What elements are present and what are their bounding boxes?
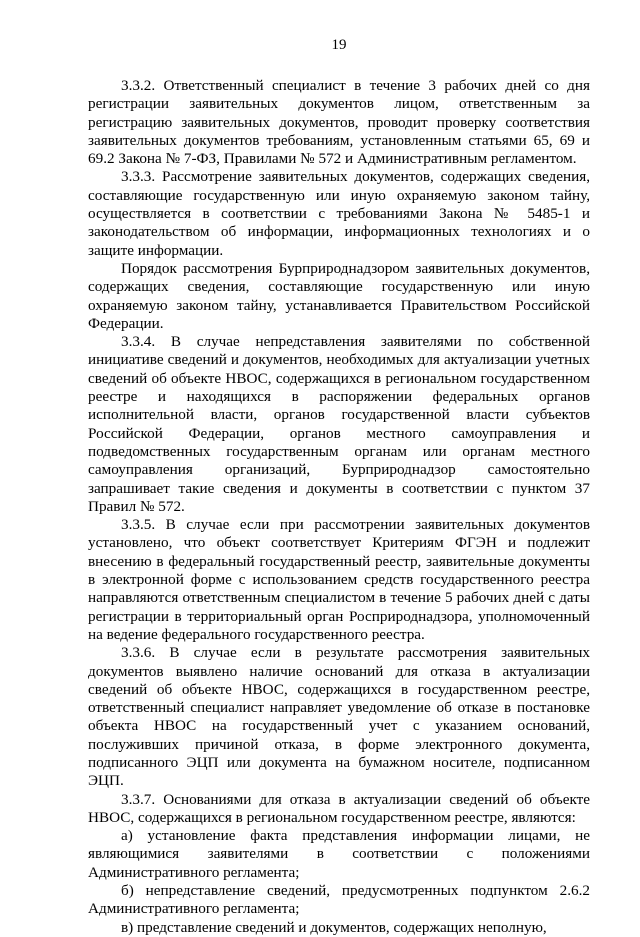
list-item-b: б) непредставление сведений, предусмотренных подпунктом 2.6.2 Административного регламента;: [88, 882, 590, 918]
page-number: 19: [331, 37, 347, 53]
paragraph-3-3-2: 3.3.2. Ответственный специалист в течение 3 рабочих дней со дня регистрации заявительных документов лицом, ответственным за регистрацию заявительных документов, проводит проверку соответствия заявительных документов требованиям, установленным статьями 65, 69 и 69.2 Закона № 7-ФЗ, Правилами № 572 и Административным регламентом.: [88, 77, 590, 168]
paragraph-procedure: Порядок рассмотрения Бурприроднадзором заявительных документов, содержащих сведения, составляющие государственную или иную охраняемую законом тайну, устанавливается Правительством Российской Федерации.: [88, 259, 590, 332]
paragraph-3-3-7: 3.3.7. Основаниями для отказа в актуализации сведений об объекте НВОС, содержащихся в региональном государственном реестре, являются:: [88, 790, 590, 826]
paragraph-3-3-6: 3.3.6. В случае если в результате рассмотрения заявительных документов выявлено наличие оснований для отказа в актуализации сведений об объекте НВОС, содержащихся в государственном реестре, ответственный специалист направляет уведомление об отказе в постановке объекта НВОС на государственный учет с указанием оснований, послуживших причиной отказа, в форме электронного документа, подписанного ЭЦП или документа на бумажном носителе, подписанном ЭЦП.: [88, 644, 590, 790]
paragraph-3-3-3: 3.3.3. Рассмотрение заявительных документов, содержащих сведения, составляющие государственную или иную охраняемую законом тайну, осуществляется в соответствии с требованиями Закона № 5485-1 и законодательством об информации, информационных технологиях и о защите информации.: [88, 168, 590, 259]
paragraph-3-3-5: 3.3.5. В случае если при рассмотрении заявительных документов установлено, что объект соответствует Критериям ФГЭН и подлежит внесению в федеральный государственный реестр, заявительные документы в электронной форме с использованием средств государственного реестра направляются ответственным специалистом в течение 5 рабочих дней с даты регистрации в территориальный орган Росприроднадзора, уполномоченный на ведение федерального государственного реестра.: [88, 516, 590, 643]
list-item-a: а) установление факта представления информации лицами, не являющимися заявителями в соответствии с положениями Административного регламента;: [88, 827, 590, 881]
paragraph-3-3-4: 3.3.4. В случае непредставления заявителями по собственной инициативе сведений и документов, необходимых для актуализации учетных сведений об объекте НВОС, содержащихся в региональном государственном реестре и находящихся в распоряжении федеральных органов исполнительной власти, органов государственной власти субъектов Российской Федерации, органов местного самоуправления и подведомственных государственным органам или органам местного самоуправления организаций, Бурприроднадзор самостоятельно запрашивает такие сведения и документы в соответствии с пунктом 37 Правил № 572.: [88, 333, 590, 515]
list-item-v: в) представление сведений и документов, содержащих неполную,: [121, 918, 547, 936]
